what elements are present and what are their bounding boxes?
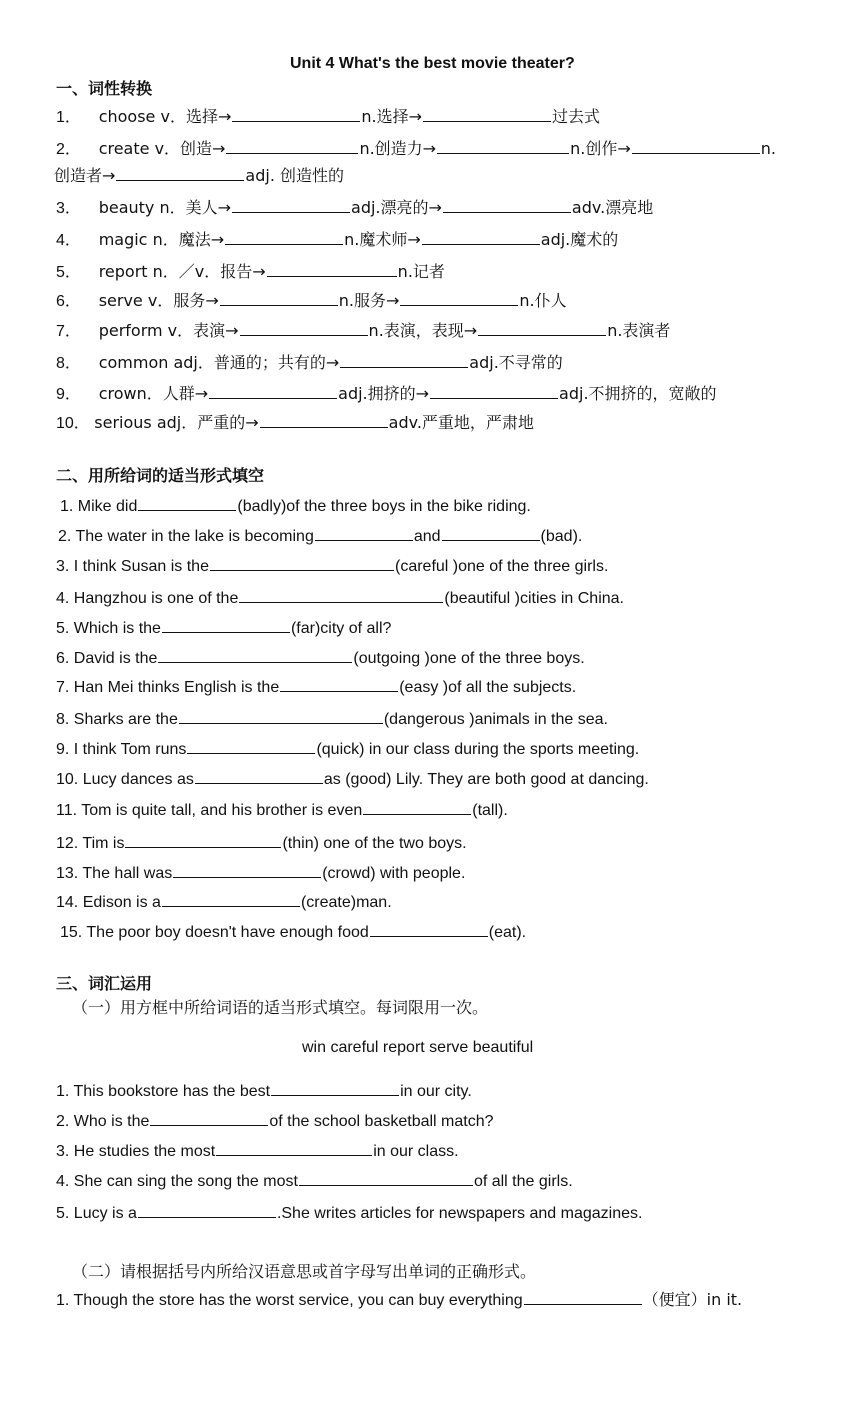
answer-blank[interactable] — [443, 197, 571, 213]
s1-item-1: 1． choose v．选择→ n.选择→ 过去式 — [56, 107, 601, 126]
s3a-item-2: 2. Who is the of the school basketball match? — [56, 1110, 494, 1132]
answer-blank[interactable] — [162, 617, 290, 633]
s1-item-10: 10． serious adj．严重的→ adv.严重地，严肃地 — [56, 413, 534, 432]
s1-item-2-cont: 创造者→ adj. 创造性的 — [54, 166, 345, 185]
s2-item-7: 7. Han Mei thinks English is the (easy )of all the subjects. — [56, 676, 576, 698]
word-box: win careful report serve beautiful — [302, 1039, 534, 1056]
s2-item-4: 4. Hangzhou is one of the (beautiful )cities in China. — [56, 587, 624, 609]
answer-blank[interactable] — [150, 1110, 268, 1126]
section3-part1-heading: （一）用方框中所给词语的适当形式填空。每词限用一次。 — [72, 998, 489, 1017]
s3a-item-3: 3. He studies the most in our class. — [56, 1140, 459, 1162]
answer-blank[interactable] — [340, 352, 468, 368]
answer-blank[interactable] — [209, 383, 337, 399]
s1-item-9: 9． crown．人群→ adj.拥挤的→ adj.不拥挤的，宽敞的 — [56, 384, 717, 403]
page-title: Unit 4 What's the best movie theater? — [290, 55, 575, 72]
answer-blank[interactable] — [179, 708, 383, 724]
answer-blank[interactable] — [162, 891, 300, 907]
s1-item-4: 4． magic n．魔法→ n.魔术师→ adj.魔术的 — [56, 230, 619, 249]
answer-blank[interactable] — [363, 799, 471, 815]
answer-blank[interactable] — [299, 1170, 473, 1186]
s3a-item-1: 1. This bookstore has the best in our city. — [56, 1080, 472, 1102]
s2-item-13: 13. The hall was (crowd) with people. — [56, 862, 465, 884]
s2-item-8: 8. Sharks are the (dangerous )animals in the sea. — [56, 708, 608, 730]
answer-blank[interactable] — [422, 229, 540, 245]
answer-blank[interactable] — [225, 229, 343, 245]
answer-blank[interactable] — [437, 138, 569, 154]
answer-blank[interactable] — [370, 921, 488, 937]
answer-blank[interactable] — [240, 320, 368, 336]
s2-item-9: 9. I think Tom runs (quick) in our class during the sports meeting. — [56, 738, 639, 760]
s1-item-6: 6． serve v．服务→ n.服务→ n.仆人 — [56, 291, 567, 310]
section3-part2-heading: （二）请根据括号内所给汉语意思或首字母写出单词的正确形式。 — [72, 1262, 537, 1281]
answer-blank[interactable] — [260, 412, 388, 428]
s2-item-2: 2. The water in the lake is becoming and (bad). — [58, 525, 582, 547]
answer-blank[interactable] — [271, 1080, 399, 1096]
answer-blank[interactable] — [187, 738, 315, 754]
s3a-item-4: 4. She can sing the song the most of all the girls. — [56, 1170, 573, 1192]
s2-item-1: 1. Mike did (badly)of the three boys in the bike riding. — [60, 495, 531, 517]
section2-heading: 二、用所给词的适当形式填空 — [56, 466, 265, 485]
answer-blank[interactable] — [158, 647, 352, 663]
answer-blank[interactable] — [632, 138, 760, 154]
answer-blank[interactable] — [116, 165, 244, 181]
section1-heading: 一、词性转换 — [56, 79, 153, 98]
s2-item-3: 3. I think Susan is the (careful )one of the three girls. — [56, 555, 608, 577]
answer-blank[interactable] — [315, 525, 413, 541]
answer-blank[interactable] — [442, 525, 540, 541]
answer-blank[interactable] — [280, 676, 398, 692]
answer-blank[interactable] — [210, 555, 394, 571]
s1-item-8: 8． common adj．普通的；共有的→ adj.不寻常的 — [56, 353, 563, 372]
s2-item-12: 12. Tim is (thin) one of the two boys. — [56, 832, 467, 854]
s3a-item-5: 5. Lucy is a .She writes articles for newspapers and magazines. — [56, 1202, 642, 1224]
s1-item-7: 7． perform v．表演→ n.表演，表现→ n.表演者 — [56, 321, 671, 340]
s2-item-10: 10. Lucy dances as as (good) Lily. They are both good at dancing. — [56, 768, 649, 790]
s2-item-15: 15. The poor boy doesn't have enough food (eat). — [60, 921, 526, 943]
answer-blank[interactable] — [125, 832, 281, 848]
answer-blank[interactable] — [267, 261, 397, 277]
s2-item-6: 6. David is the (outgoing )one of the three boys. — [56, 647, 585, 669]
answer-blank[interactable] — [173, 862, 321, 878]
answer-blank[interactable] — [138, 495, 236, 511]
answer-blank[interactable] — [232, 106, 360, 122]
answer-blank[interactable] — [220, 290, 338, 306]
answer-blank[interactable] — [478, 320, 606, 336]
answer-blank[interactable] — [232, 197, 350, 213]
answer-blank[interactable] — [226, 138, 358, 154]
section3-heading: 三、词汇运用 — [56, 974, 153, 993]
s1-item-3: 3． beauty n．美人→ adj.漂亮的→ adv.漂亮地 — [56, 198, 654, 217]
answer-blank[interactable] — [239, 587, 443, 603]
answer-blank[interactable] — [423, 106, 551, 122]
s2-item-11: 11. Tom is quite tall, and his brother is even (tall). — [56, 799, 508, 821]
answer-blank[interactable] — [216, 1140, 372, 1156]
answer-blank[interactable] — [138, 1202, 276, 1218]
s1-item-5: 5． report n．／v．报告→ n.记者 — [56, 262, 445, 281]
s2-item-5: 5. Which is the (far)city of all? — [56, 617, 391, 639]
answer-blank[interactable] — [524, 1289, 642, 1305]
s1-item-2: 2． create v．创造→ n.创造力→ n.创作→ n. — [56, 139, 776, 158]
s3b-item-1: 1. Though the store has the worst service, you can buy everything （便宜）in it. — [56, 1290, 743, 1309]
s2-item-14: 14. Edison is a (create)man. — [56, 891, 392, 913]
answer-blank[interactable] — [430, 383, 558, 399]
answer-blank[interactable] — [195, 768, 323, 784]
answer-blank[interactable] — [400, 290, 518, 306]
